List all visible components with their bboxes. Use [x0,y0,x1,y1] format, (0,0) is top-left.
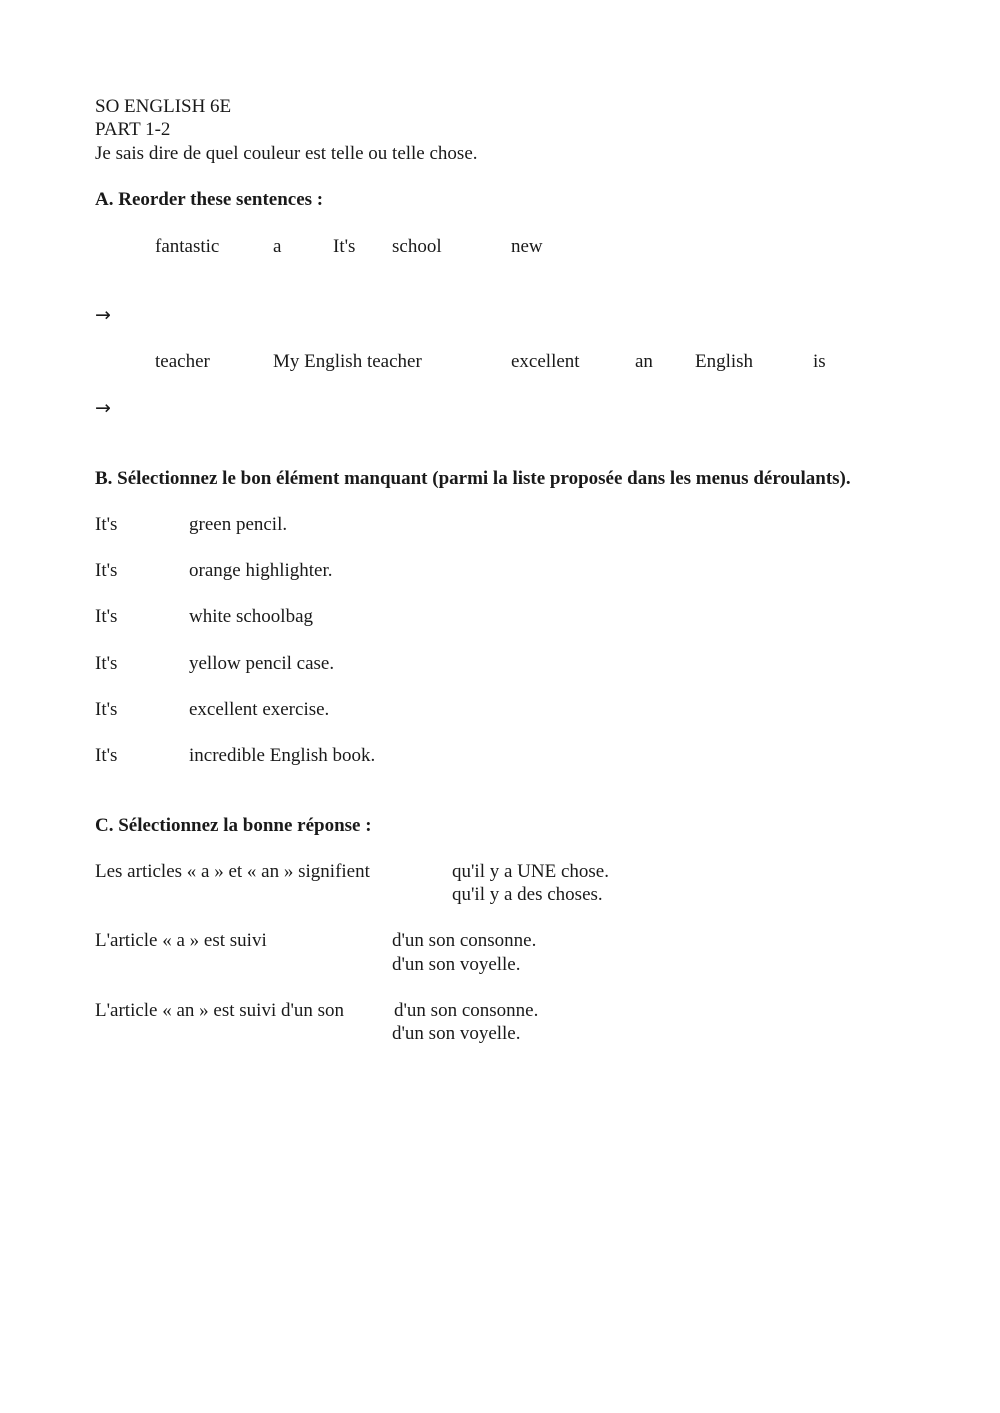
sentence-2-drop-zone[interactable] [125,395,825,421]
answer-option[interactable]: qu'il y a des choses. [452,884,603,905]
item-prefix: It's [95,745,118,766]
question-prompt: Les articles « a » et « an » signifient [95,861,370,882]
question-prompt: L'article « an » est suivi d'un son [95,1000,345,1021]
word-chip[interactable]: school [392,236,442,257]
answer-arrow-icon: → [95,397,111,419]
article-dropdown[interactable] [122,696,184,722]
word-chip[interactable]: is [813,351,826,372]
item-text: incredible English book. [189,745,376,766]
answer-option[interactable]: qu'il y a UNE chose. [452,861,609,882]
item-prefix: It's [95,560,118,581]
item-text: excellent exercise. [189,699,330,720]
section-b-title: B. Sélectionnez le bon élément manquant (parmi la liste proposée dans les menus déroulants). [95,468,851,489]
word-chip[interactable]: My English teacher [273,351,422,372]
item-prefix: It's [95,606,118,627]
answer-option[interactable]: d'un son consonne. [394,1000,539,1021]
header-objective: Je sais dire de quel couleur est telle ou telle chose. [95,143,478,164]
word-chip[interactable]: excellent [511,351,580,372]
question-prompt: L'article « a » est suivi [95,930,267,951]
answer-arrow-icon: → [95,304,111,326]
item-text: white schoolbag [189,606,314,627]
answer-option[interactable]: d'un son voyelle. [392,1023,521,1044]
word-chip[interactable]: English [695,351,754,372]
item-prefix: It's [95,653,118,674]
word-chip[interactable]: new [511,236,543,257]
section-c-title: C. Sélectionnez la bonne réponse : [95,815,372,836]
word-chip[interactable]: a [273,236,282,257]
word-chip[interactable]: teacher [155,351,210,372]
item-text: orange highlighter. [189,560,333,581]
article-dropdown[interactable] [122,742,184,768]
article-dropdown[interactable] [122,511,184,537]
word-chip[interactable]: fantastic [155,236,220,257]
article-dropdown[interactable] [122,557,184,583]
article-dropdown[interactable] [122,603,184,629]
answer-option[interactable]: d'un son consonne. [392,930,537,951]
header-title: SO ENGLISH 6E [95,96,232,117]
item-prefix: It's [95,699,118,720]
word-chip[interactable]: an [635,351,653,372]
sentence-1-drop-zone[interactable] [125,302,825,328]
answer-option[interactable]: d'un son voyelle. [392,954,521,975]
section-a-title: A. Reorder these sentences : [95,189,324,210]
item-text: yellow pencil case. [189,653,335,674]
item-prefix: It's [95,514,118,535]
word-chip[interactable]: It's [333,236,356,257]
header-part: PART 1-2 [95,119,171,140]
article-dropdown[interactable] [122,650,184,676]
item-text: green pencil. [189,514,288,535]
